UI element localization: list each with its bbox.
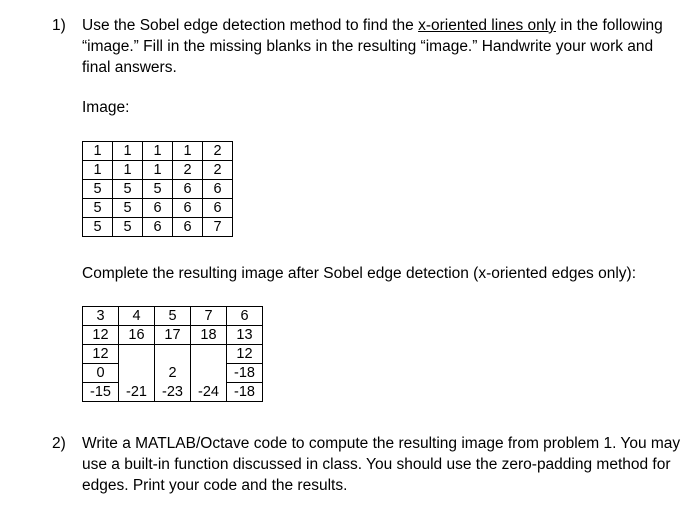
image-grid xyxy=(82,141,233,237)
table-row xyxy=(83,326,263,345)
image-cell: 6 xyxy=(173,218,203,237)
question-1 xyxy=(52,15,682,78)
table-row xyxy=(83,161,233,180)
result-cell: -21 xyxy=(119,383,155,402)
result-cell: 4 xyxy=(119,307,155,326)
table-row xyxy=(83,180,233,199)
image-cell: 5 xyxy=(113,180,143,199)
result-cell: 12 xyxy=(83,326,119,345)
table-row xyxy=(83,199,233,218)
image-cell: 6 xyxy=(173,199,203,218)
image-cell: 1 xyxy=(83,161,113,180)
image-cell: 1 xyxy=(143,161,173,180)
result-blank-cell xyxy=(119,364,155,383)
question-2-text: Write a MATLAB/Octave code to compute the resulting image from problem 1. You may use a built-in function discussed in class. You should use the zero-padding method for edges. Print your code and the results. xyxy=(82,435,681,494)
image-cell: 5 xyxy=(83,199,113,218)
result-cell: 6 xyxy=(227,307,263,326)
image-cell: 1 xyxy=(113,142,143,161)
question-2 xyxy=(52,433,682,496)
image-cell: 5 xyxy=(113,199,143,218)
image-cell: 6 xyxy=(173,180,203,199)
image-cell: 2 xyxy=(203,142,233,161)
result-cell: 13 xyxy=(227,326,263,345)
table-row xyxy=(83,345,263,364)
image-cell: 1 xyxy=(83,142,113,161)
image-cell: 5 xyxy=(113,218,143,237)
image-cell: 6 xyxy=(203,180,233,199)
result-cell: -15 xyxy=(83,383,119,402)
result-blank-cell xyxy=(155,345,191,364)
result-cell: 3 xyxy=(83,307,119,326)
question-1-number: 1) xyxy=(52,17,66,34)
image-cell: 2 xyxy=(203,161,233,180)
image-label: Image: xyxy=(82,99,130,116)
image-cell: 6 xyxy=(143,199,173,218)
image-cell: 5 xyxy=(143,180,173,199)
table-row xyxy=(83,383,263,402)
question-2-number: 2) xyxy=(52,435,66,452)
result-cell: 0 xyxy=(83,364,119,383)
question-1-text-start: Use the Sobel edge detection method to find the xyxy=(82,17,419,34)
result-cell: 5 xyxy=(155,307,191,326)
table-row xyxy=(83,307,263,326)
result-cell: 12 xyxy=(227,345,263,364)
image-cell: 1 xyxy=(113,161,143,180)
result-cell: -18 xyxy=(227,364,263,383)
image-cell: 7 xyxy=(203,218,233,237)
result-grid xyxy=(82,306,263,402)
result-cell: 16 xyxy=(119,326,155,345)
image-cell: 1 xyxy=(143,142,173,161)
result-cell: 7 xyxy=(191,307,227,326)
result-cell: -23 xyxy=(155,383,191,402)
table-row xyxy=(83,364,263,383)
question-1-underlined-phrase: x-oriented lines only xyxy=(418,17,556,34)
image-cell: 6 xyxy=(143,218,173,237)
image-cell: 5 xyxy=(83,180,113,199)
image-cell: 5 xyxy=(83,218,113,237)
image-cell: 6 xyxy=(203,199,233,218)
result-cell: 17 xyxy=(155,326,191,345)
result-cell: 12 xyxy=(83,345,119,364)
image-cell: 1 xyxy=(173,142,203,161)
result-cell: -18 xyxy=(227,383,263,402)
table-row xyxy=(83,142,233,161)
result-cell: -24 xyxy=(191,383,227,402)
result-blank-cell xyxy=(191,345,227,364)
result-cell: 18 xyxy=(191,326,227,345)
result-cell: 2 xyxy=(155,364,191,383)
question-1-text xyxy=(82,15,682,78)
result-label: Complete the resulting image after Sobel edge detection (x-oriented edges only): xyxy=(82,265,637,282)
image-cell: 2 xyxy=(173,161,203,180)
result-blank-cell xyxy=(191,364,227,383)
question-1-text-end: in the following “image.” Fill in the missing blanks in the resulting “image.” Handwrite your work and final answers. xyxy=(82,17,663,76)
table-row xyxy=(83,218,233,237)
result-blank-cell xyxy=(119,345,155,364)
